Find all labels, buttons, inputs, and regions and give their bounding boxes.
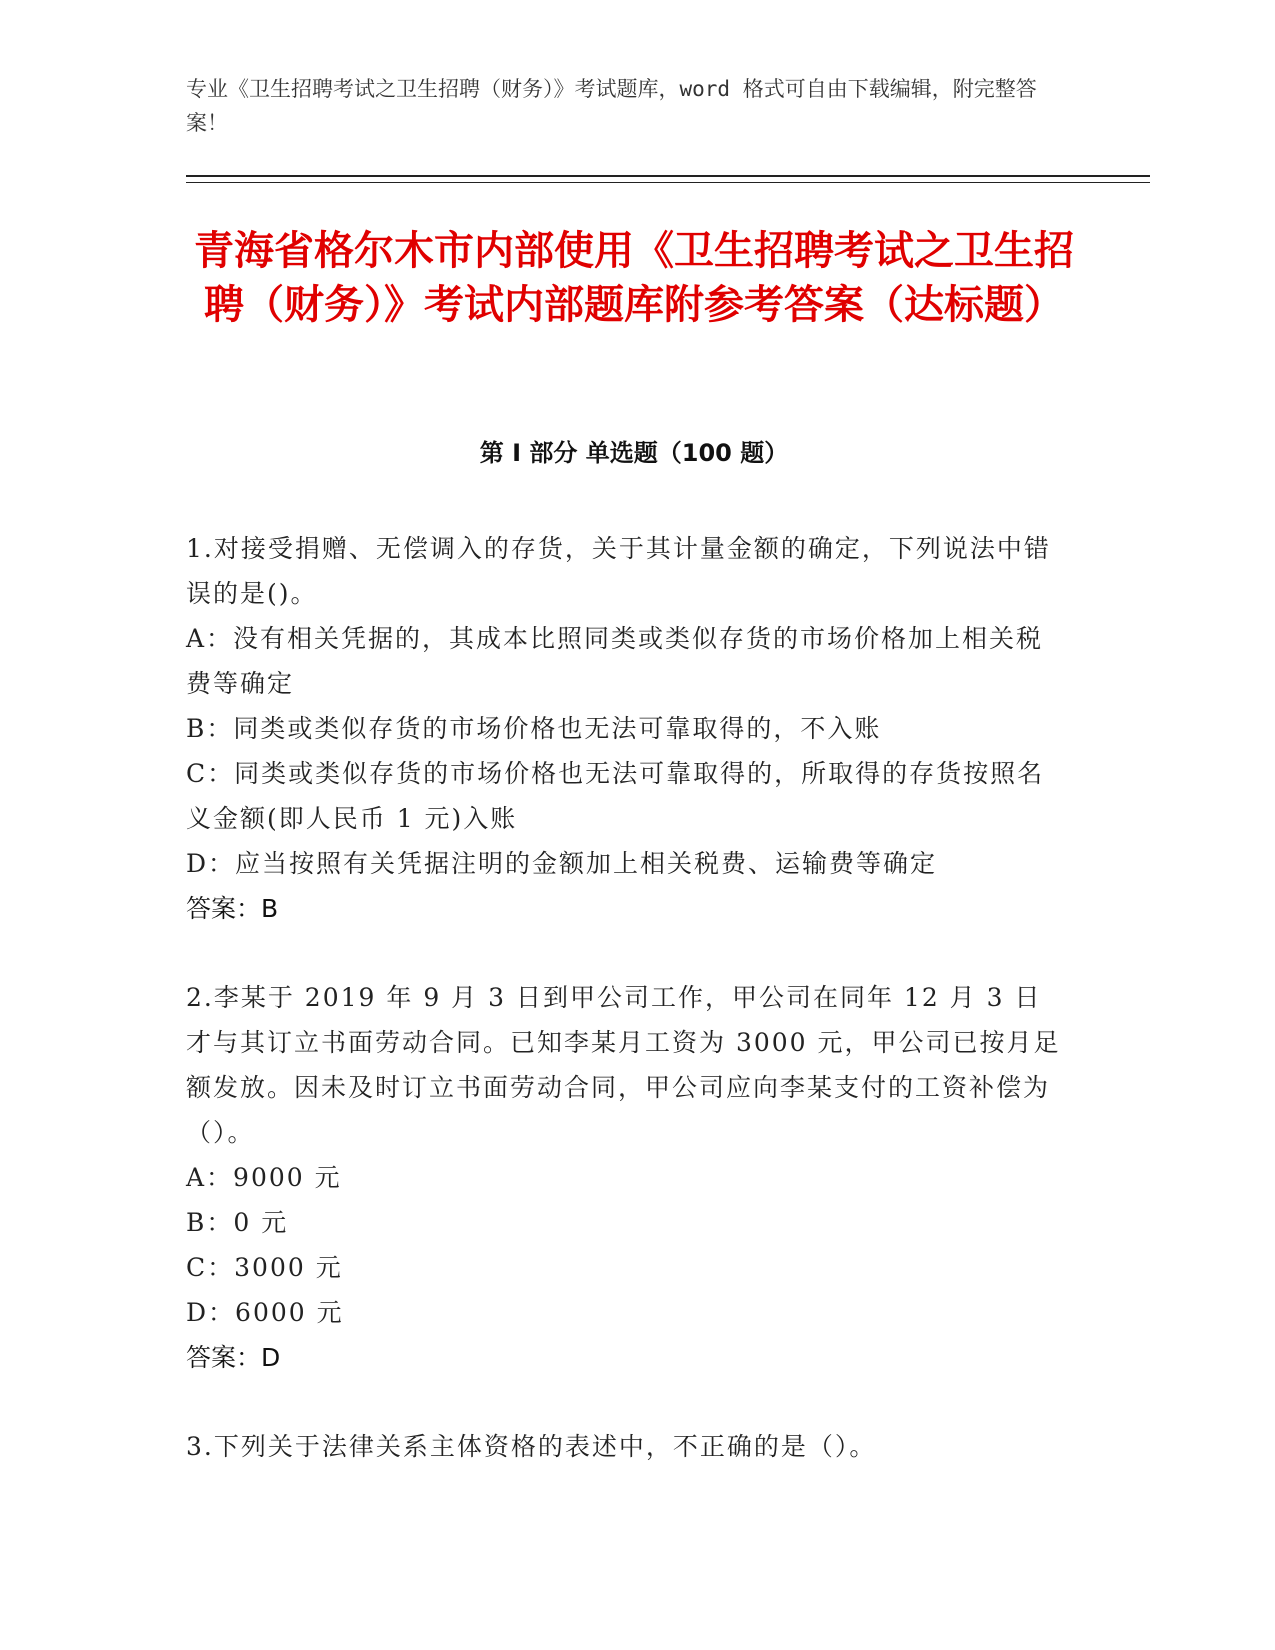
question-2: [186, 975, 1066, 1380]
header-divider-thin: [186, 182, 1150, 183]
option-b: B：同类或类似存货的市场价格也无法可靠取得的，不入账: [186, 714, 882, 743]
option-a: A：没有相关凭据的，其成本比照同类或类似存货的市场价格加上相关税费等确定: [186, 624, 1044, 698]
document-title: 青海省格尔木市内部使用《卫生招聘考试之卫生招聘（财务）》考试内部题库附参考答案（达标题）: [194, 228, 1074, 328]
option-c: C：同类或类似存货的市场价格也无法可靠取得的，所取得的存货按照名义金额(即人民币 1 元)入账: [186, 759, 1045, 833]
question-stem: 1.对接受捐赠、无偿调入的存货，关于其计量金额的确定，下列说法中错误的是()。: [186, 534, 1051, 608]
question-3: [186, 1424, 1066, 1469]
header-divider: [186, 175, 1150, 177]
question-1: [186, 526, 1066, 931]
question-stem: 2.李某于 2019 年 9 月 3 日到甲公司工作，甲公司在同年 12 月 3 日才与其订立书面劳动合同。已知李某月工资为 3000 元，甲公司已按月足额发放。因未及时订立书面劳动合同，甲公司应向李某支付的工资补偿为（）。: [186, 983, 1061, 1147]
option-a: A：9000 元: [186, 1163, 342, 1192]
answer-line: 答案：B: [186, 894, 279, 923]
option-d: D：6000 元: [186, 1298, 344, 1327]
option-d: D：应当按照有关凭据注明的金额加上相关税费、运输费等确定: [186, 849, 938, 878]
option-b: B：0 元: [186, 1208, 289, 1237]
question-list: [186, 526, 1066, 1513]
option-c: C：3000 元: [186, 1253, 343, 1282]
question-stem: 3.下列关于法律关系主体资格的表述中，不正确的是（）。: [186, 1432, 877, 1461]
answer-line: 答案：D: [186, 1343, 281, 1372]
section-title: 第 I 部分 单选题（100 题）: [479, 439, 789, 467]
header-note: 专业《卫生招聘考试之卫生招聘（财务）》考试题库，word 格式可自由下载编辑，附完整答案！: [186, 77, 1037, 135]
